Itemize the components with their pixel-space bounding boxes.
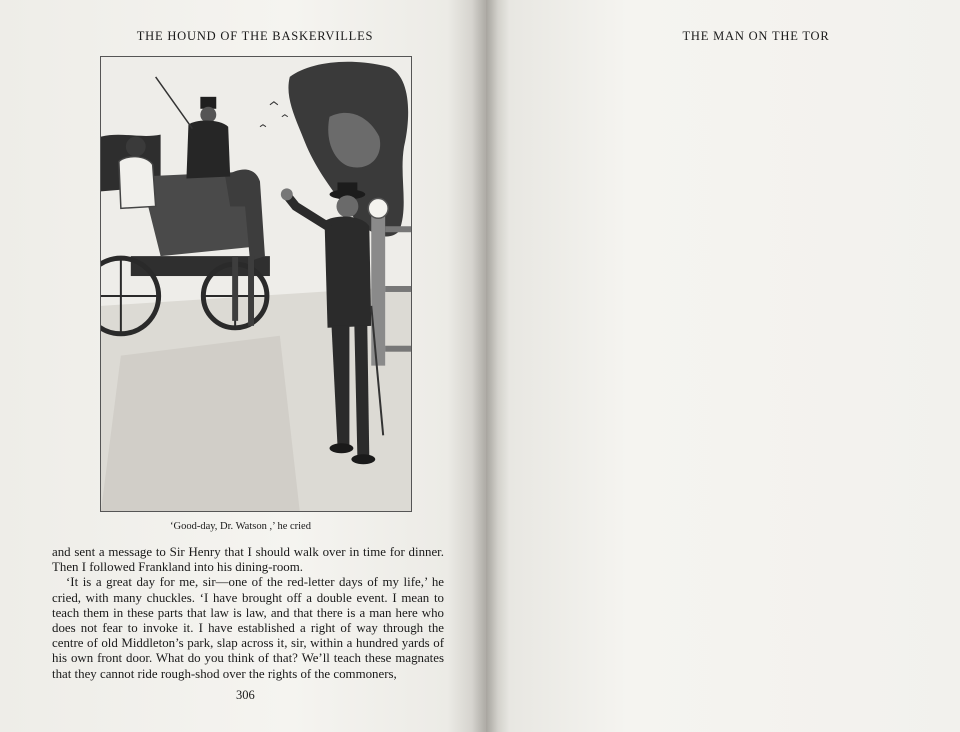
paragraph: and sent a message to Sir Henry that I should walk over in time for dinner. Then I followed Frankland into his dining-room. (52, 545, 444, 575)
paragraph: ‘It is a great day for me, sir—one of the red-letter days of my life,’ he cried, with many chuckles. ‘I have brought off a double event. I mean to teach them in these parts that law is law, and that there is a man here who does not fear to invoke it. I have established a right of way through the centre of old Middleton’s park, slap across it, sir, within a hundred yards of his own front door. What do you think of that? We’ll teach these magnates that they cannot ride rough-shod over the rights of the commoners, (52, 575, 444, 681)
left-body-text (52, 545, 444, 682)
book-gutter (472, 0, 498, 732)
hound-engraving-illustration (100, 56, 412, 512)
left-running-head: THE HOUND OF THE BASKERVILLES (136, 29, 374, 43)
left-page-number: 306 (236, 688, 255, 702)
illustration-drawing (101, 57, 411, 511)
right-running-head: THE MAN ON THE TOR (682, 29, 830, 43)
illustration-caption: ‘Good-day, Dr. Watson ,’ he cried (170, 521, 311, 532)
right-page (486, 0, 960, 732)
